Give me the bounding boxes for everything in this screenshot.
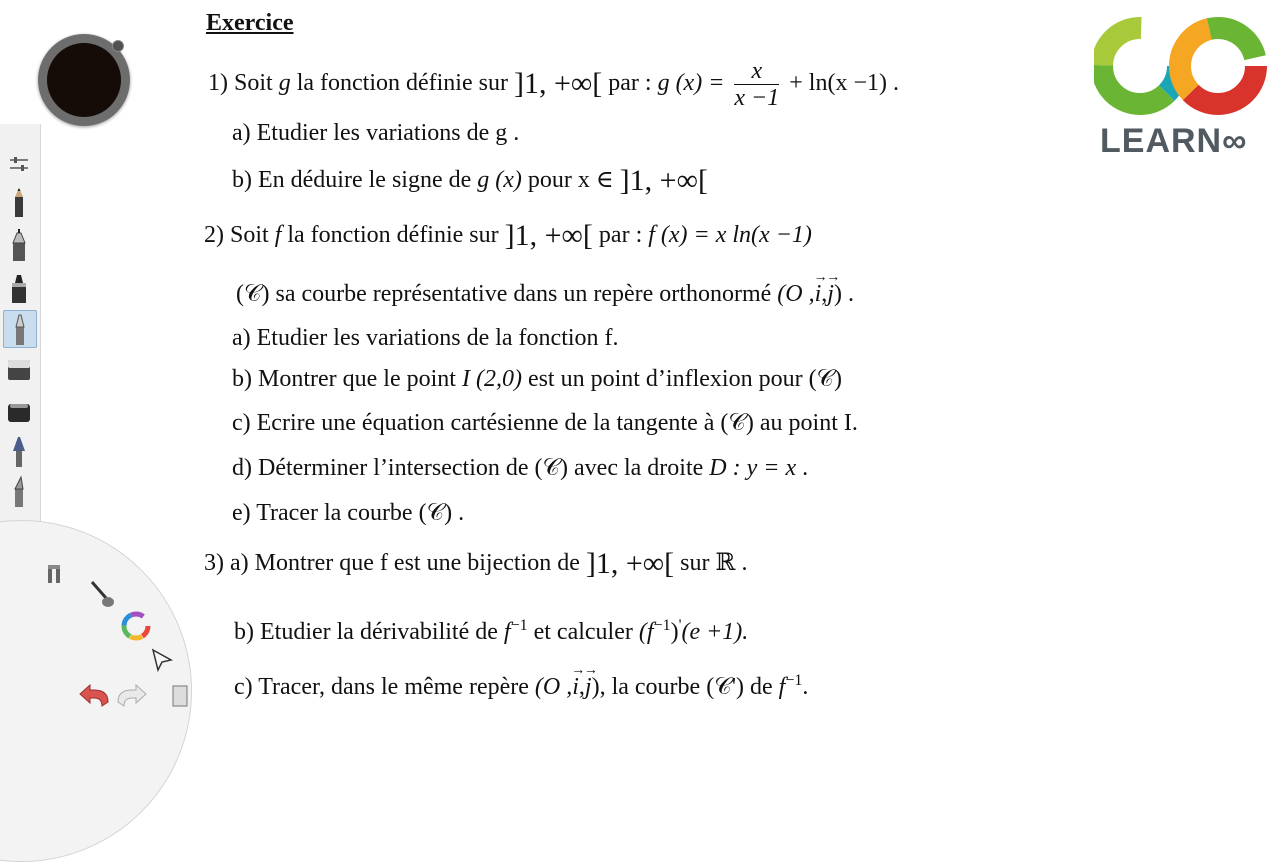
logo-text: LEARN∞ (1100, 122, 1248, 160)
q2e: e) Tracer la courbe (𝒞) . (232, 500, 465, 526)
page-title: Exercice (206, 10, 294, 36)
redo-icon[interactable] (115, 683, 149, 711)
exercise-sheet (192, 0, 1092, 720)
record-knob (112, 40, 124, 52)
hard-eraser-icon[interactable] (3, 394, 35, 430)
q3c: c) Tracer, dans le même repère (O ,→ i,→ j), la courbe (𝒞') de $f^{-1}$. (234, 666, 808, 702)
record-button[interactable] (38, 34, 130, 126)
fineliner-icon[interactable] (3, 310, 37, 348)
q1-statement: 1) Soit g la fonction définie sur ]1, +∞[ par : g (x) = $\frac{x}{x -1}$ + ln(x −1) . (208, 58, 899, 111)
q1a: a) Etudier les variations de g . (232, 120, 520, 146)
color-wheel-icon[interactable] (119, 609, 153, 643)
q2b: b) Montrer que le point I (2,0) est un point d’inflexion pour (𝒞) (232, 366, 843, 392)
ruler-icon[interactable] (43, 559, 73, 589)
select-arrow-icon[interactable] (147, 645, 177, 675)
q2c: c) Ecrire une équation cartésienne de la tangente à (𝒞) au point I. (232, 410, 858, 436)
undo-icon[interactable] (77, 683, 113, 711)
brush-tool-icon[interactable] (87, 577, 117, 611)
fraction: $\frac{x}{x -1}$ (734, 58, 780, 111)
q3a: 3) a) Montrer que f est une bijection de ]1, +∞[ sur ℝ . (204, 547, 748, 580)
record-dot-icon (47, 43, 121, 117)
infinity-logo-icon (1094, 16, 1272, 120)
interval-q1: ]1, +∞[ (513, 67, 603, 101)
vector-j: → j (827, 279, 834, 309)
q2-statement: 2) Soit f la fonction définie sur ]1, +∞[ par : f (x) = x ln(x −1) (204, 219, 812, 252)
learnoo-logo (1094, 16, 1272, 166)
pencil-icon[interactable] (3, 186, 35, 222)
q1b: b) En déduire le signe de g (x) pour x ∈ ]1, +∞[ (232, 164, 708, 197)
q2d: d) Déterminer l’intersection de (𝒞) avec la droite D : y = x . (232, 455, 809, 481)
q3b: b) Etudier la dérivabilité de $f^{-1}$ et calculer $(f^{-1})'(e +1)$. (234, 617, 749, 645)
radial-tool-menu (0, 520, 192, 862)
drawing-tool-panel (0, 0, 192, 720)
airbrush-icon[interactable] (3, 434, 35, 470)
eraser-icon[interactable] (3, 352, 35, 388)
marker-icon[interactable] (3, 270, 35, 306)
q2-curve: (𝒞) sa courbe représentative dans un repère orthonormé (O ,→ i,→ j) . (236, 279, 854, 309)
calligraphy-icon[interactable] (3, 474, 35, 510)
vector-i: → i (815, 279, 822, 309)
layers-icon[interactable] (169, 681, 191, 711)
pen-icon[interactable] (3, 228, 35, 264)
sliders-icon[interactable] (3, 146, 35, 182)
q2a: a) Etudier les variations de la fonction f. (232, 325, 619, 351)
